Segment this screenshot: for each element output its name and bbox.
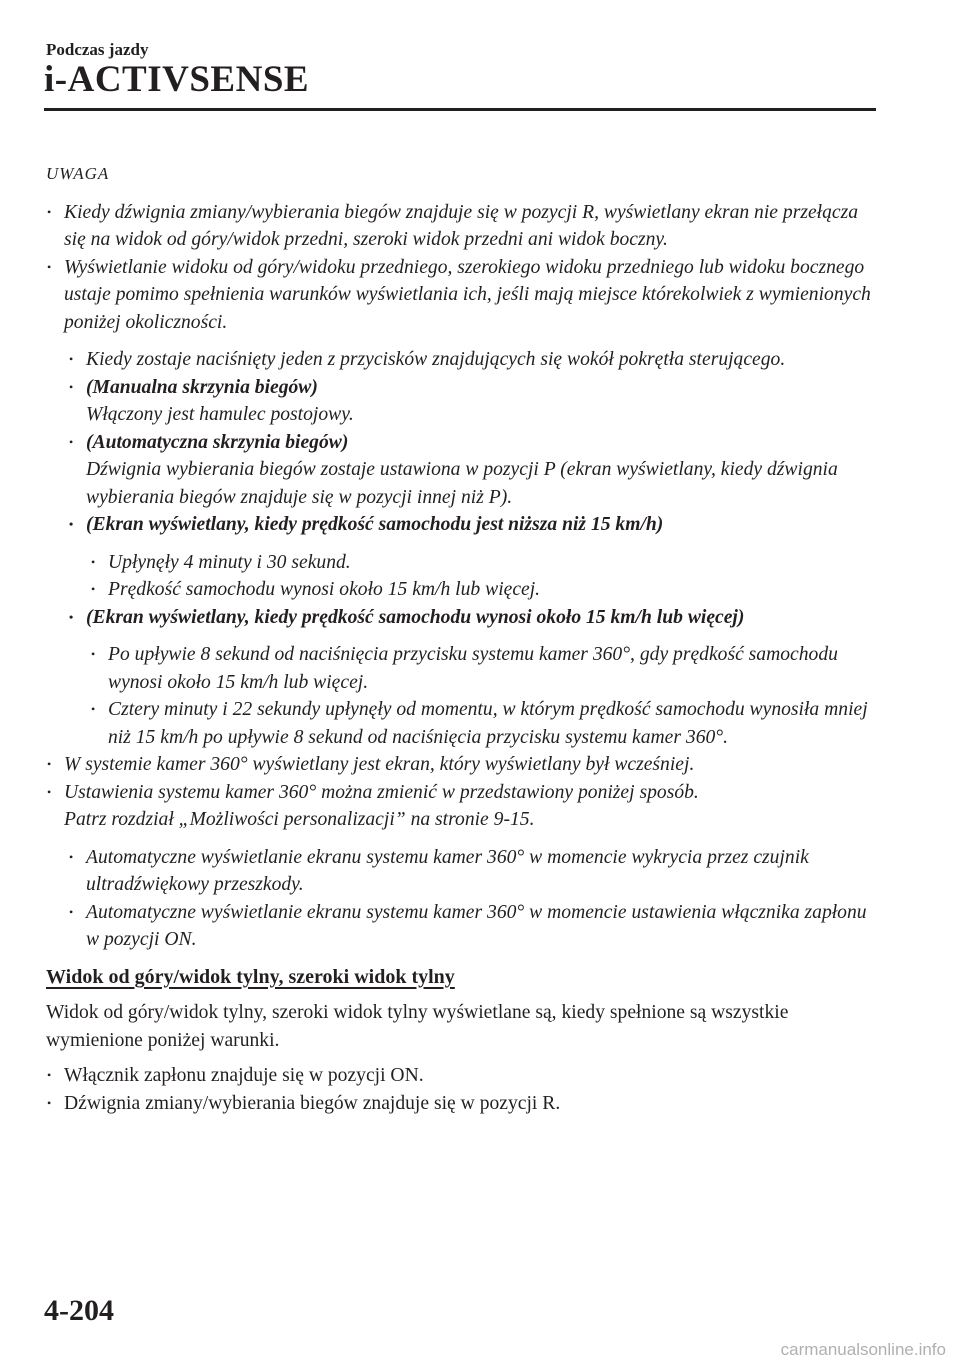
cross-reference: Patrz rozdział „Możliwości personalizacji” na stronie 9-15. (64, 809, 535, 830)
note-sub-bullet (68, 374, 876, 429)
section-heading: Widok od góry/widok tylny, szeroki widok tylny (46, 965, 455, 988)
note-sub-bullet: • (Ekran wyświetlany, kiedy prędkość samochodu jest niższa niż 15 km/h) (68, 511, 876, 539)
header-rule (44, 108, 876, 111)
condition-text: Dźwignia wybierania biegów zostaje ustawiona w pozycji P (ekran wyświetlany, kiedy dźwignia wybierania biegów znajduje się w pozycji innej niż P). (86, 459, 838, 508)
note-bullet: • Kiedy dźwignia zmiany/wybierania biegów znajduje się w pozycji R, wyświetlany ekran nie przełącza się na widok od góry/widok przedni, szeroki widok przedni ani widok boczny. (46, 199, 876, 254)
note-sub-bullet: • Automatyczne wyświetlanie ekranu systemu kamer 360° w momencie wykrycia przez czujnik ultradźwiękowy przeszkody. (68, 844, 876, 899)
note-sub-sub-bullet: • Cztery minuty i 22 sekundy upłynęły od momentu, w którym prędkość samochodu wynosiła mniej niż 15 km/h po upływie 8 sekund od naciśnięcia przycisku systemu kamer 360°. (90, 696, 876, 751)
condition-text: Włączony jest hamulec postojowy. (86, 404, 354, 425)
condition-heading: • (Manualna skrzynia biegów) (86, 376, 318, 398)
note-sub-bullet (68, 429, 876, 512)
section-intro: Widok od góry/widok tylny, szeroki widok tylny wyświetlane są, kiedy spełnione są wszystkie wymienione poniżej warunki. (46, 1002, 789, 1051)
note-block (46, 199, 876, 954)
note-bullet: • Wyświetlanie widoku od góry/widoku przedniego, szerokiego widoku przedniego lub widoku bocznego ustaje pomimo spełnienia warunków wyświetlania ich, jeśli mają miejsce którekolwiek z wymienionych poniżej okoliczności. (46, 254, 876, 337)
page-title: i-ACTIVSENSE (44, 59, 310, 100)
section-label: Podczas jazdy (46, 40, 149, 59)
note-text: • Ustawienia systemu kamer 360° można zmienić w przedstawiony poniżej sposób. (64, 781, 699, 803)
note-sub-bullet: • (Ekran wyświetlany, kiedy prędkość samochodu wynosi około 15 km/h lub więcej) (68, 604, 876, 632)
watermark: carmanualsonline.info (780, 1340, 946, 1359)
note-bullet (46, 779, 876, 834)
note-bullet: • W systemie kamer 360° wyświetlany jest ekran, który wyświetlany był wcześniej. (46, 751, 876, 779)
page-content (46, 160, 876, 1117)
note-sub-bullet: • Kiedy zostaje naciśnięty jeden z przycisków znajdujących się wokół pokrętła sterującego. (68, 346, 876, 374)
note-sub-sub-bullet: • Po upływie 8 sekund od naciśnięcia przycisku systemu kamer 360°, gdy prędkość samochodu wynosi około 15 km/h lub więcej. (90, 641, 876, 696)
page-number: 4-204 (44, 1294, 114, 1327)
note-sub-sub-bullet: • Prędkość samochodu wynosi około 15 km/h lub więcej. (90, 576, 876, 604)
note-heading: UWAGA (46, 164, 110, 183)
condition-heading: • (Automatyczna skrzynia biegów) (86, 431, 349, 453)
condition-item: • Włącznik zapłonu znajduje się w pozycji ON. (46, 1062, 876, 1090)
note-sub-sub-bullet: • Upłynęły 4 minuty i 30 sekund. (90, 549, 876, 577)
condition-item: • Dźwignia zmiany/wybierania biegów znajduje się w pozycji R. (46, 1090, 876, 1118)
note-sub-bullet: • Automatyczne wyświetlanie ekranu systemu kamer 360° w momencie ustawienia włącznika zapłonu w pozycji ON. (68, 899, 876, 954)
conditions-list (46, 1062, 876, 1117)
